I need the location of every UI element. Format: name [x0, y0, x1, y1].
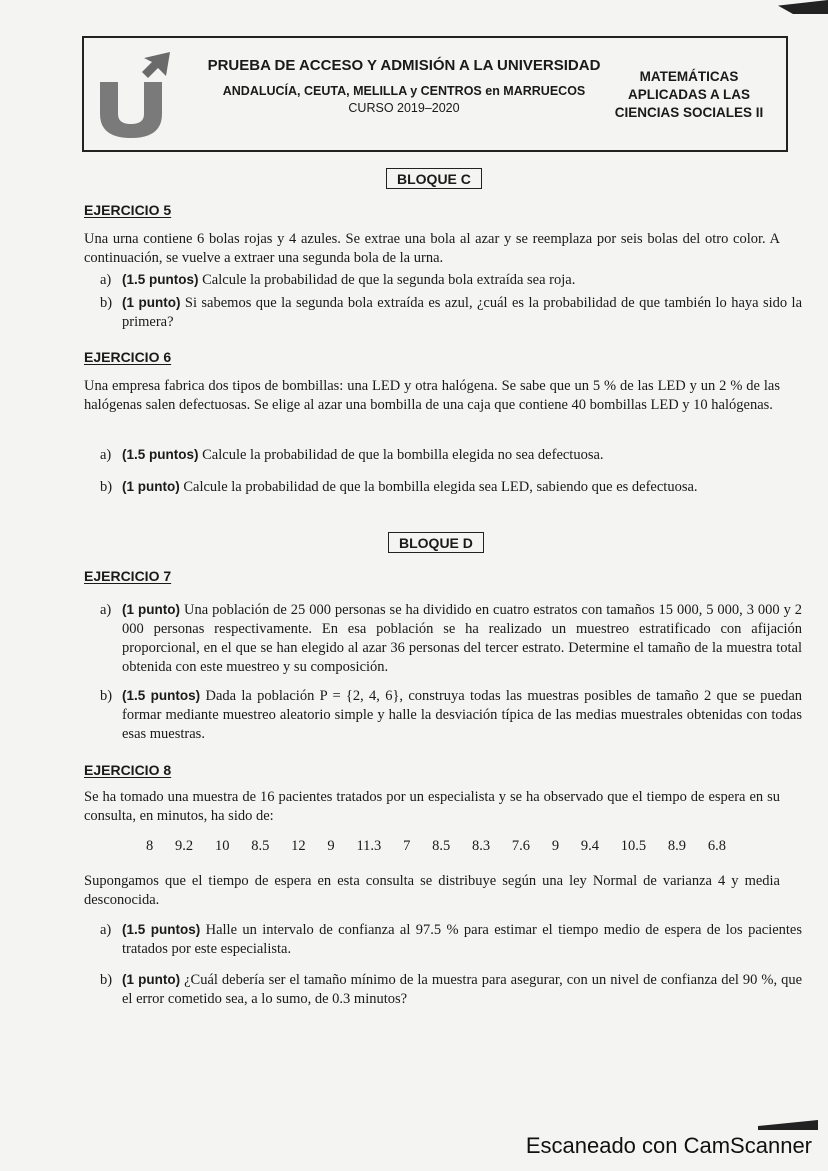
exercise-6-statement: Una empresa fabrica dos tipos de bombillas: una LED y otra halógena. Se sabe que un 5 % de las LED y un 2 % de las halógenas salen defectuosas. Se elige al azar una bombilla de una caja que contiene 40 bombillas LED y 10 halógenas.: [84, 378, 780, 413]
header-center: [204, 56, 604, 115]
exam-header: [82, 36, 788, 152]
waiting-time-value: 10: [214, 838, 230, 854]
exam-title: PRUEBA DE ACCESO Y ADMISIÓN A LA UNIVERSIDAD: [207, 57, 601, 74]
exercise-7-heading: EJERCICIO 7: [84, 568, 172, 584]
waiting-time-value: 9: [551, 838, 560, 854]
university-logo-icon: [94, 48, 174, 138]
exercise-6-part-b: b) (1 punto) Calcule la probabilidad de que la bombilla elegida sea LED, sabiendo que es defectuosa.: [100, 479, 698, 495]
waiting-time-value: 10.5: [620, 838, 647, 854]
exam-subject: MATEMÁTICAS APLICADAS A LAS CIENCIAS SOCIALES II: [614, 69, 764, 120]
exercise-8-part-a: a) (1.5 puntos) Halle un intervalo de confianza al 97.5 % para estimar el tiempo medio de espera de los pacientes tratados por este especialista.: [100, 922, 803, 957]
waiting-times-row: [146, 838, 726, 855]
exercise-8-heading: EJERCICIO 8: [84, 762, 172, 778]
exercise-7-part-a: a) (1 punto) Una población de 25 000 personas se ha dividido en cuatro estratos con tamaños 15 000, 5 000, 3 000 y 2 000 personas respectivamente. En esa población se ha realizado un muestreo estratificado con afijación proporcional, en el que se han elegido al azar 36 personas del tercer estrato. Determine el tamaño de la muestra total obtenida con este muestreo y su composición.: [100, 602, 803, 675]
block-c-label: BLOQUE C: [386, 168, 482, 189]
waiting-time-value: 9.4: [580, 838, 599, 854]
waiting-time-value: 6.8: [707, 838, 726, 854]
waiting-time-value: 11.3: [356, 838, 382, 854]
exam-course: CURSO 2019–2020: [348, 101, 460, 115]
exercise-7-part-b: b) (1.5 puntos) Dada la población P = {2, 4, 6}, construya todas las muestras posibles de tamaño 2 que se puedan formar mediante muestreo aleatorio simple y halle la desviación típica de las medias muestrales obtenidas con todas esas muestras.: [100, 688, 802, 742]
exercise-8-part-b: b) (1 punto) ¿Cuál debería ser el tamaño mínimo de la muestra para asegurar, con un nivel de confianza del 90 %, que el error cometido sea, a lo sumo, de 0.3 minutos?: [100, 972, 803, 1007]
scan-edge-mark: [778, 0, 828, 14]
waiting-time-value: 8: [146, 838, 154, 854]
exercise-8-statement: Se ha tomado una muestra de 16 pacientes tratados por un especialista y se ha observado que el tiempo de espera en su consulta, en minutos, ha sido de:: [84, 789, 780, 824]
exercise-6-part-a: a) (1.5 puntos) Calcule la probabilidad de que la bombilla elegida no sea defectuosa.: [100, 447, 604, 463]
waiting-time-value: 12: [291, 838, 306, 854]
block-d-label: BLOQUE D: [388, 532, 484, 553]
waiting-time-value: 9.2: [175, 838, 194, 854]
exercise-6-heading: EJERCICIO 6: [84, 349, 172, 365]
exercise-5-part-b: b) (1 punto) Si sabemos que la segunda bola extraída es azul, ¿cuál es la probabilidad de que también lo haya sido la primera?: [100, 295, 803, 330]
waiting-time-value: 7: [403, 838, 411, 854]
exercise-8-statement-2: Supongamos que el tiempo de espera en esta consulta se distribuye según una ley Normal de varianza 4 y media desconocida.: [84, 873, 780, 908]
waiting-time-value: 8.9: [667, 838, 687, 854]
waiting-time-value: 9: [327, 838, 335, 854]
waiting-time-value: 8.5: [432, 838, 451, 854]
waiting-time-value: 8.5: [251, 838, 270, 854]
camscanner-watermark: Escaneado con CamScanner: [525, 1133, 812, 1158]
exercise-5-heading: EJERCICIO 5: [84, 202, 172, 218]
exercise-5-statement: Una urna contiene 6 bolas rojas y 4 azules. Se extrae una bola al azar y se reemplaza por seis bolas del otro color. A continuación, se vuelve a extraer una segunda bola de la urna.: [84, 231, 780, 266]
waiting-time-value: 7.6: [511, 838, 531, 854]
waiting-time-value: 8.3: [472, 838, 491, 854]
exam-region: ANDALUCÍA, CEUTA, MELILLA y CENTROS en MARRUECOS: [222, 84, 586, 98]
scan-edge-mark-bottom: [758, 1120, 818, 1130]
exercise-5-part-a: a) (1.5 puntos) Calcule la probabilidad de que la segunda bola extraída sea roja.: [100, 272, 576, 288]
